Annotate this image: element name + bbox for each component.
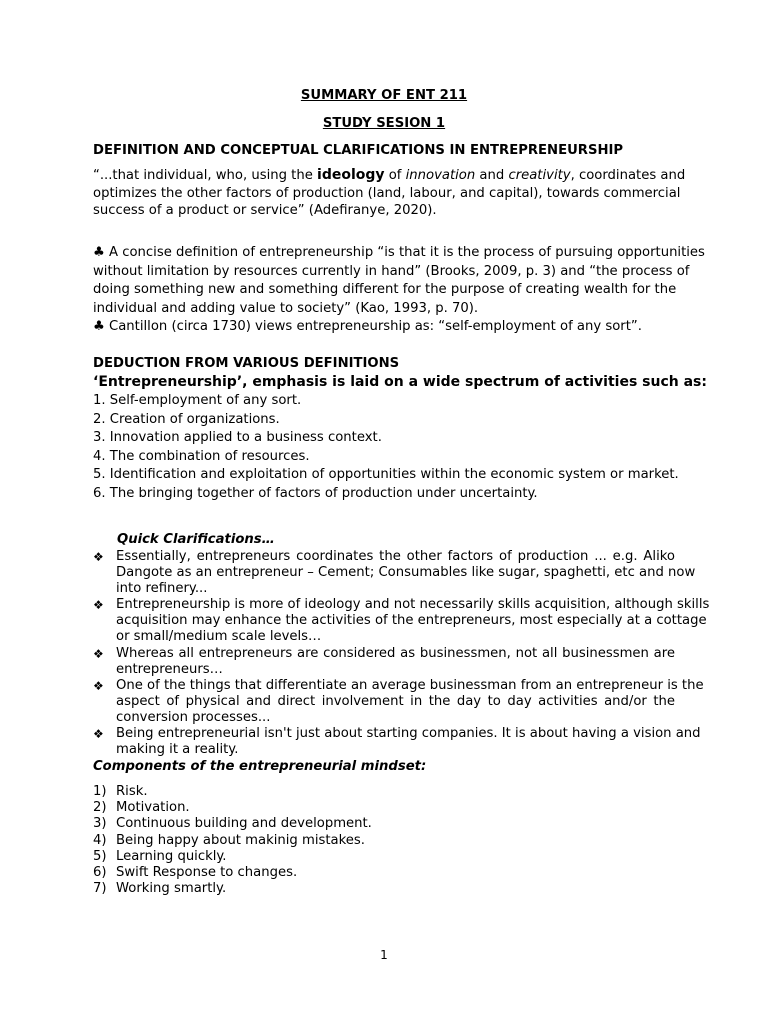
quote-line: success of a product or service” (Adefiranye, 2020).	[93, 203, 437, 218]
clubs-icon: ♣	[93, 245, 105, 260]
bullet-line: Entrepreneurship is more of ideology and not necessarily skills acquisition, although skills	[116, 597, 710, 612]
diamond-bullet-icon: ❖	[93, 647, 104, 661]
list-item: 2. Creation of organizations.	[93, 411, 280, 427]
list-item: 4. The combination of resources.	[93, 448, 310, 464]
bullet-line: Being entrepreneurial isn't just about starting companies. It is about having a vision and	[116, 726, 701, 741]
definition-line: ♣ A concise definition of entrepreneurship “is that it is the process of pursuing opportunities	[93, 245, 705, 260]
definition-line: doing something new and something different for the purpose of creating wealth for the	[93, 282, 677, 298]
list-item: 1. Self-employment of any sort.	[93, 393, 302, 408]
document-page: SUMMARY OF ENT 211 STUDY SESION 1 DEFINITION AND CONCEPTUAL CLARIFICATIONS IN ENTREPRENEURSHIP “...that individual, who, using the ideology of innovation and creativity, coordinates and optimizes the other factors of production (land, labour, and capital), towards commercial success of a product or service” (Adefiranye, 2020). ♣ A concise definition of entrepreneurship “is that it is the process of pursuing opportunities without limitation by resources currently in hand” (Brooks, 2009, p. 3) and “the process of doing something new and something different for the purpose of creating wealth for the individual and adding value to society” (Kao, 1993, p. 70). ♣ Cantillon (circa 1730) views entrepreneurship as: “self-employment of any sort”. DEDUCTION FROM VARIOUS DEFINITIONS ‘Entrepreneurship’, emphasis is laid on a wide spectrum of activities such as: 1. Self-employment of any sort. 2. Creation of organizations. 3. Innovation applied to a business context. 4. The combination of resources. 5. Identification and exploitation of opportunities within the economic system or market. 6. The bringing together of factors of production under uncertainty. Quick Clarifications… ❖ Essentially, entrepreneurs coordinates the other factors of production ... e.g. Aliko Dangote as an entrepreneur – Cement; Consumables like sugar, spaghetti, etc and now into refinery... ❖ Entrepreneurship is more of ideology and not necessarily skills acquisition, although skills acquisition may enhance the activities of the entrepreneurs, most especially at a cottage or small/medium scale levels… ❖ Whereas all entrepreneurs are considered as businessmen, not all businessmen are entrepreneurs… ❖ One of the things that differentiate an average businessman from an entrepreneur is the aspect of physical and direct involvement in the day to day activities and/or the conversion processes... ❖ Being entrepreneurial isn't just about starting companies. It is about having a vision and making it a reality. Components of the entrepreneurial mindset: 1) Risk. 2) Motivation. 3) Continuous building and development. 4) Being happy about makinig mistakes. 5) Learning quickly. 6) Swift Response to changes. 7) Working smartly. 1	[0, 0, 768, 1024]
bullet-line: conversion processes...	[116, 710, 271, 725]
creativity-term: creativity	[508, 168, 571, 183]
bullet-line: entrepreneurs…	[116, 662, 223, 677]
bullet-line: acquisition may enhance the activities of the entrepreneurs, most especially at a cottage	[116, 613, 707, 628]
section-heading: DEFINITION AND CONCEPTUAL CLARIFICATIONS IN ENTREPRENEURSHIP	[93, 143, 624, 158]
cantillon-definition: ♣ Cantillon (circa 1730) views entrepreneurship as: “self-employment of any sort”.	[93, 319, 642, 335]
concise-definition	[93, 244, 705, 337]
bullet-line: making it a reality.	[116, 742, 239, 757]
list-item: 3. Innovation applied to a business context.	[93, 430, 382, 445]
list-item: 6. The bringing together of factors of production under uncertainty.	[93, 485, 538, 501]
deduction-subheading: ‘Entrepreneurship’, emphasis is laid on a wide spectrum of activities such as:	[93, 374, 707, 390]
deduction-heading: DEDUCTION FROM VARIOUS DEFINITIONS	[93, 356, 400, 371]
activities-list	[93, 392, 679, 503]
definition-quote	[93, 167, 686, 220]
bullet-line: Whereas all entrepreneurs are considered as businessmen, not all businessmen are	[116, 646, 675, 661]
diamond-bullet-icon: ❖	[93, 550, 104, 564]
session-title: STUDY SESION 1	[322, 116, 446, 131]
definition-line: individual and adding value to society” (Kao, 1993, p. 70).	[93, 300, 479, 316]
bullet-line: Dangote as an entrepreneur – Cement; Consumables like sugar, spaghetti, etc and now	[116, 565, 696, 580]
bullet-line: One of the things that differentiate an average businessman from an entrepreneur is the	[116, 678, 704, 693]
ideology-term: ideology	[317, 167, 385, 183]
list-item: 5. Identification and exploitation of opportunities within the economic system or market.	[93, 467, 679, 482]
components-title: Components of the entrepreneurial mindset:	[93, 759, 427, 774]
page-number: 1	[380, 948, 388, 962]
diamond-bullet-icon: ❖	[93, 598, 104, 612]
quote-line: “...that individual, who, using the ideology of innovation and creativity, coordinates and	[93, 167, 686, 183]
bullet-line: into refinery...	[116, 581, 208, 596]
diamond-bullet-icon: ❖	[93, 679, 104, 693]
quote-line: optimizes the other factors of production (land, labour, and capital), towards commercial	[93, 185, 681, 201]
quick-clarifications-title: Quick Clarifications…	[117, 532, 275, 547]
bullet-line: aspect of physical and direct involvement in the day to day activities and/or the	[116, 694, 675, 709]
diamond-bullet-icon: ❖	[93, 727, 104, 741]
bullet-line: Essentially, entrepreneurs coordinates the other factors of production ... e.g. Aliko	[116, 549, 675, 564]
innovation-term: innovation	[405, 168, 476, 183]
document-title: SUMMARY OF ENT 211	[300, 88, 468, 103]
definition-line: without limitation by resources currently in hand” (Brooks, 2009, p. 3) and “the process of	[93, 263, 690, 279]
bullet-line: or small/medium scale levels…	[116, 629, 322, 644]
clubs-icon: ♣	[93, 319, 105, 335]
